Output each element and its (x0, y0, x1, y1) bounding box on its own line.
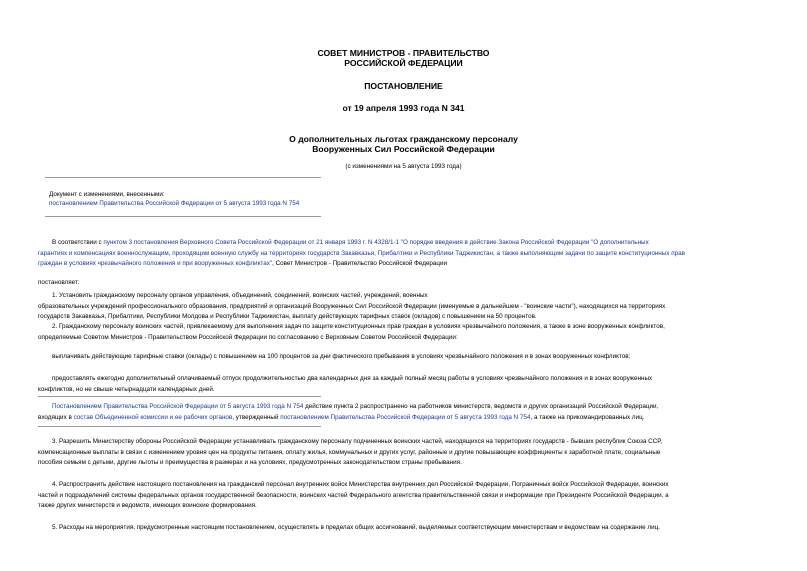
item-2 (38, 322, 769, 343)
item-1 (38, 291, 769, 323)
item-1-line1: 1. Установить гражданскому персоналу органов управления, объединений, соединений, воинских частей, учреждений, военных (52, 292, 428, 299)
item-3-line1: 3. Разрешить Министерству обороны Российской Федерации устанавливать гражданскому персоналу подчиненных воинских частей, находящихся на территориях государств - бывших республик Союза ССР, (52, 438, 663, 445)
item-4-line2: частей и подразделений системы федеральных органов государственной безопасности, воинских частей Федерального агентства правительственной связи и информации при Президенте Российской Федерации, а (38, 491, 669, 499)
item-3-line2: компенсационные выплаты в связи с изменением уровня цен на продукты питания, оплату жилья, коммунальных и других услуг, районные и другие повышающие коэффициенты к заработной плате, социальные (38, 448, 661, 456)
note-text-4: , а также на прикомандированных лиц. (530, 413, 645, 421)
intro-link-continued[interactable]: гарантиях и компенсациях военнослужащим, проходящим военную службу на территориях государств Закавказья, Прибалтики и Республики Таджикистан, а также выполняющим задачи по защите конституционных прав (38, 249, 685, 257)
item-5-text: 5. Расходы на мероприятия, предусмотренные настоящим постановлением, осуществлять в пределах общих ассигнований, выделяемых соответствующим министерствам и ведомствам на содержание лиц. (52, 524, 660, 531)
item-3-line3: пособия семьям с детьми, другие льготы и преимущества в размерах и на условиях, предусмотренных законодательством страны пребывания. (38, 459, 462, 467)
document-title-line1: О дополнительных льготах гражданскому персоналу (289, 134, 518, 144)
intro-text: В соответствии с (52, 239, 104, 246)
document-title-line2: Вооруженных Сил Российской Федерации (312, 144, 495, 154)
item-2-a (38, 352, 769, 363)
document-type: ПОСТАНОВЛЕНИЕ (364, 81, 443, 91)
note-text-2: входящих в (38, 413, 74, 421)
item-5 (38, 523, 769, 534)
note-text-3: , утвержденный (232, 413, 281, 421)
note-block (38, 402, 769, 423)
item-2-a-text: выплачивать действующие тарифные ставки (оклады) с повышением на 100 процентов за дни фактического пребывания в условиях чрезвычайного положения и в зонах вооруженных конфликтов; (52, 353, 631, 360)
note-bottom-rule (38, 426, 321, 427)
decree-word (38, 278, 769, 289)
item-2-line2: определяемые Советом Министров - Правительством Российской Федерации по согласованию с Верховным Советом Российской Федерации: (38, 333, 458, 341)
item-2-line1: 2. Гражданскому персоналу воинских частей, привлекаемому для выполнения задач по защите конституционных прав граждан в условиях чрезвычайного положения, а также в зоне вооруженных конфликтов, (52, 323, 665, 330)
amendment-note: (с изменениями на 5 августа 1993 года) (345, 163, 462, 170)
note-top-rule (38, 396, 321, 397)
item-4 (38, 480, 769, 512)
item-4-line1: 4. Распространить действие настоящего постановления на гражданский персонал внутренних войск Министерства внутренних дел Российской Федерации, Пограничных войск Российской Федерации, воинских (52, 481, 669, 488)
item-1-line2: образовательных учреждений профессионального образования, предприятий и организаций Вооруженных Сил Российской Федерации (именуемые в дальнейшем - "воинские части"), находящихся на территориях (38, 302, 666, 310)
item-2-b-line2: конфликтов, но не свыше четырнадцати календарных дней. (38, 385, 215, 393)
header-council-line1: СОВЕТ МИНИСТРОВ - ПРАВИТЕЛЬСТВО (317, 48, 490, 58)
intro-tail: , Совет Министров - Правительство Российской Федерации (272, 260, 448, 268)
decree-label: постановляет: (38, 279, 80, 286)
item-2-b-line1: предоставлять ежегодно дополнительный оплачиваемый отпуск продолжительностью два календарных дня за каждый полный месяц работы в условиях чрезвычайного положения и в зонах вооруженных (52, 375, 653, 382)
intro-paragraph (38, 238, 769, 270)
amend-box-label: Документ с изменениями, внесенными: (49, 191, 165, 198)
note-link-754-b[interactable]: постановлением Правительства Российской Федерации от 5 августа 1993 года N 754 (280, 413, 531, 421)
note-link-754-a[interactable]: Постановлением Правительства Российской Федерации от 5 августа 1993 года N 754 (52, 403, 304, 410)
header-council-line2: РОССИЙСКОЙ ФЕДЕРАЦИИ (344, 58, 463, 68)
item-4-line3: также других министерств и ведомств, имеющих воинские формирования. (38, 502, 257, 510)
amend-box-bottom-rule (45, 216, 321, 217)
amend-box-top-rule (45, 177, 321, 178)
intro-link-end[interactable]: граждан в условиях чрезвычайного положения и при вооруженных конфликтах" (38, 260, 273, 268)
intro-link-resolution[interactable]: пунктом 3 постановления Верховного Совета Российской Федерации от 21 января 1993 г. N 4328/1-1 "О порядке введения в действие Закона Российской Федерации "О дополнительных (103, 239, 649, 246)
item-1-line3: государств Закавказья, Прибалтики, Республики Молдова и Республики Таджикистан, выплату действующих тарифных ставок (окладов) с повышением на 50 процентов. (38, 313, 537, 321)
note-text-1: действие пункта 2 распространено на работников министерств, ведомств и других организаций Российской Федерации, (303, 403, 659, 410)
amend-box (49, 190, 549, 208)
item-2-b (38, 374, 769, 395)
note-link-commission[interactable]: состав Объединенной комиссии и ее рабочих органов (73, 413, 233, 421)
document-date-number: от 19 апреля 1993 года N 341 (342, 103, 465, 113)
item-3 (38, 437, 769, 469)
amend-box-link[interactable]: постановлением Правительства Российской Федерации от 5 августа 1993 года N 754 (49, 200, 300, 207)
